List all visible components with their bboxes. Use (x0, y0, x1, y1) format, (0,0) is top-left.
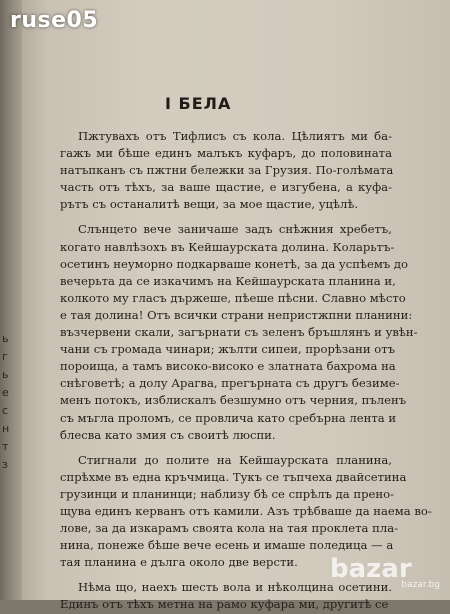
text-line: Нѣма що, наехъ шесть вола и нѣколцина осетини. (78, 580, 392, 595)
text-line: щува единъ керванъ отъ камили. Азъ трѣбваше да наема во- (60, 503, 432, 518)
seller-watermark: ruse05 (10, 8, 99, 33)
text-line: Стигнали до полите на Кейшаурската планина, (78, 452, 392, 467)
text-line: лове, за да изкарамъ своята кола на тая проклета пла- (60, 521, 399, 536)
margin-mark: з (2, 458, 8, 471)
margin-mark: с (2, 404, 9, 417)
chapter-title: I БЕЛА (165, 94, 232, 113)
text-line: грузинци и планинци; наблизу бѣ се спрѣлъ да прено- (60, 486, 395, 501)
text-line: гажъ ми бѣше единъ малъкъ куфаръ, до половината (60, 146, 392, 161)
margin-mark: т (2, 440, 9, 453)
text-line: съ мъгла проломъ, се провлича като сребърна лента и (60, 410, 397, 425)
bazar-watermark (322, 552, 440, 596)
text-line: вечерьта да се изкачимъ на Кейшаурската планина и, (60, 273, 396, 288)
margin-mark: е (2, 386, 9, 399)
text-line: чани съ громада чинари; жълти сипеи, прорѣзани отъ (60, 342, 396, 357)
text-line: рътъ съ останалитѣ вещи, за мое щастие, уцѣлѣ. (60, 197, 359, 212)
book-page (22, 0, 450, 612)
text-line: Слънцето вече заничаше задъ снѣжния хребетъ, (78, 222, 392, 237)
paragraph-gap (60, 444, 392, 452)
text-line: снѣговетѣ; а долу Арагва, прегърната съ другъ безиме- (60, 376, 400, 391)
text-line: спрѣхме въ една кръчмица. Тукъ се тъпчеха двайсетина (60, 469, 407, 484)
text-line: натъпканъ съ пжтни бележки за Грузия. По-голѣмата (60, 163, 394, 178)
previous-page-margin (2, 330, 20, 474)
text-line: колкото му гласъ държеше, пѣеше пѣсни. Славно мѣсто (60, 290, 406, 305)
text-line: блесва като змия съ своитѣ люспи. (60, 427, 276, 442)
text-line: Единъ отъ тѣхъ метна на рамо куфара ми, другитѣ се (60, 597, 389, 612)
paragraph-gap (60, 213, 392, 221)
margin-mark: г (2, 350, 8, 363)
text-line: часть отъ тѣхъ, за ваше щастие, е изгубена, а куфа- (60, 180, 392, 195)
margin-mark: ь (2, 368, 9, 381)
text-line: когато навлѣзохъ въ Кейшаурската долина. Коларьтъ- (60, 239, 395, 254)
text-line: възчервени скали, загърнати съ зеленъ бръшлянъ и увѣн- (60, 325, 418, 340)
text-line: тая планина е дълга около две версти. (60, 555, 298, 570)
margin-mark: ь (2, 332, 9, 345)
text-line: менъ потокъ, изблискалъ безшумно отъ черния, пъленъ (60, 393, 407, 408)
text-line: е тая долина! Отъ всички страни непристжпни планини: (60, 307, 413, 322)
text-line: осетинъ неуморно подкарваше конетѣ, за да успѣемъ до (60, 256, 409, 271)
margin-mark: н (2, 422, 10, 435)
bazar-logo-text: bazar (330, 554, 412, 584)
bazar-domain: bazar.bg (401, 580, 440, 590)
text-line: нина, понеже бѣше вече есень и имаше поледица — а (60, 538, 394, 553)
book-gutter (0, 0, 22, 600)
text-line: Пжтувахъ отъ Тифлисъ съ кола. Цѣлиятъ ми ба- (78, 129, 392, 143)
text-line: пороища, а тамъ високо-високо е златната бахрома на (60, 359, 396, 374)
